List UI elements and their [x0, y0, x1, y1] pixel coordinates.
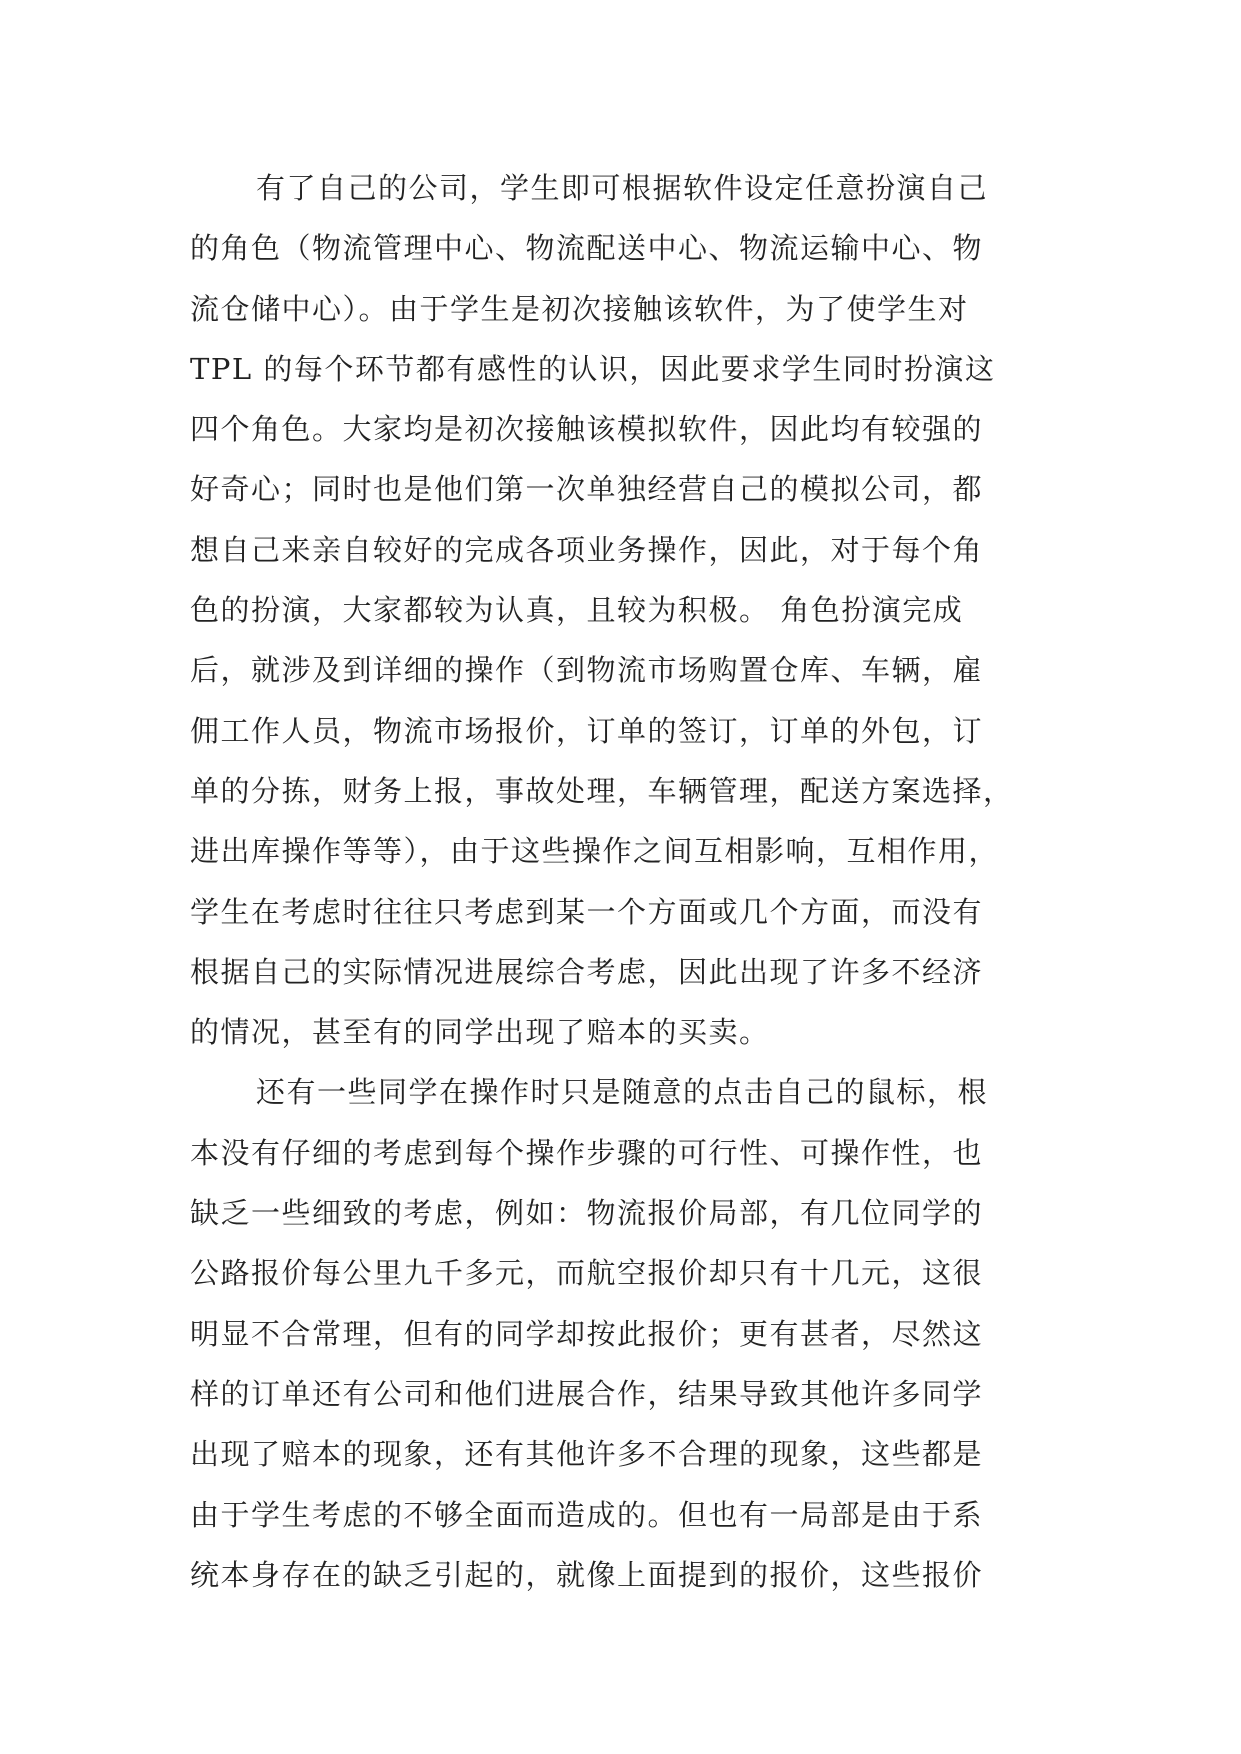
paragraph-2-line-6: 样的订单还有公司和他们进展合作，结果导致其他许多同学 [190, 1376, 984, 1411]
paragraph-1-line-13: 学生在考虑时往往只考虑到某一个方面或几个方面，而没有 [190, 894, 984, 929]
paragraph-2-line-9: 统本身存在的缺乏引起的，就像上面提到的报价，这些报价 [190, 1557, 984, 1592]
paragraph-2-line-3: 缺乏一些细致的考虑，例如：物流报价局部，有几位同学的 [190, 1196, 984, 1231]
paragraph-1-line-2: 的角色（物流管理中心、物流配送中心、物流运输中心、物 [190, 231, 984, 266]
paragraph-2-line-5: 明显不合常理，但有的同学却按此报价；更有甚者，尽然这 [190, 1316, 984, 1351]
paragraph-1-line-14: 根据自己的实际情况进展综合考虑，因此出现了许多不经济 [190, 954, 984, 989]
paragraph-2-line-4: 公路报价每公里九千多元，而航空报价却只有十几元，这很 [190, 1256, 984, 1291]
paragraph-1-line-7: 想自己来亲自较好的完成各项业务操作，因此，对于每个角 [190, 532, 984, 567]
paragraph-1-line-15: 的情况，甚至有的同学出现了赔本的买卖。 [190, 1015, 770, 1050]
paragraph-1-line-3: 流仓储中心）。由于学生是初次接触该软件，为了使学生对 [190, 291, 969, 326]
paragraph-2-line-1: 还有一些同学在操作时只是随意的点击自己的鼠标，根 [256, 1075, 989, 1110]
body-text [190, 158, 1070, 1605]
paragraph-1-line-4: TPL 的每个环节都有感性的认识，因此要求学生同时扮演这 [190, 351, 996, 386]
paragraph-1-line-8: 色的扮演，大家都较为认真，且较为积极。 角色扮演完成 [190, 593, 964, 628]
paragraph-2-line-7: 出现了赔本的现象，还有其他许多不合理的现象，这些都是 [190, 1437, 984, 1472]
paragraph-1-line-12: 进出库操作等等），由于这些操作之间互相影响，互相作用， [190, 834, 1000, 869]
paragraph-1-line-6: 好奇心；同时也是他们第一次单独经营自己的模拟公司，都 [190, 472, 984, 507]
paragraph-1-line-1: 有了自己的公司，学生即可根据软件设定任意扮演自己 [256, 171, 989, 205]
paragraph-1-line-11: 单的分拣，财务上报，事故处理，车辆管理，配送方案选择， [190, 773, 1014, 808]
paragraph-1-line-9: 后，就涉及到详细的操作（到物流市场购置仓库、车辆，雇 [190, 653, 984, 688]
paragraph-2-line-8: 由于学生考虑的不够全面而造成的。但也有一局部是由于系 [190, 1497, 984, 1532]
paragraph-2-line-2: 本没有仔细的考虑到每个操作步骤的可行性、可操作性，也 [190, 1135, 984, 1170]
paragraph-1-line-5: 四个角色。大家均是初次接触该模拟软件，因此均有较强的 [190, 412, 984, 447]
paragraph-1-line-10: 佣工作人员，物流市场报价，订单的签订，订单的外包，订 [190, 713, 984, 748]
